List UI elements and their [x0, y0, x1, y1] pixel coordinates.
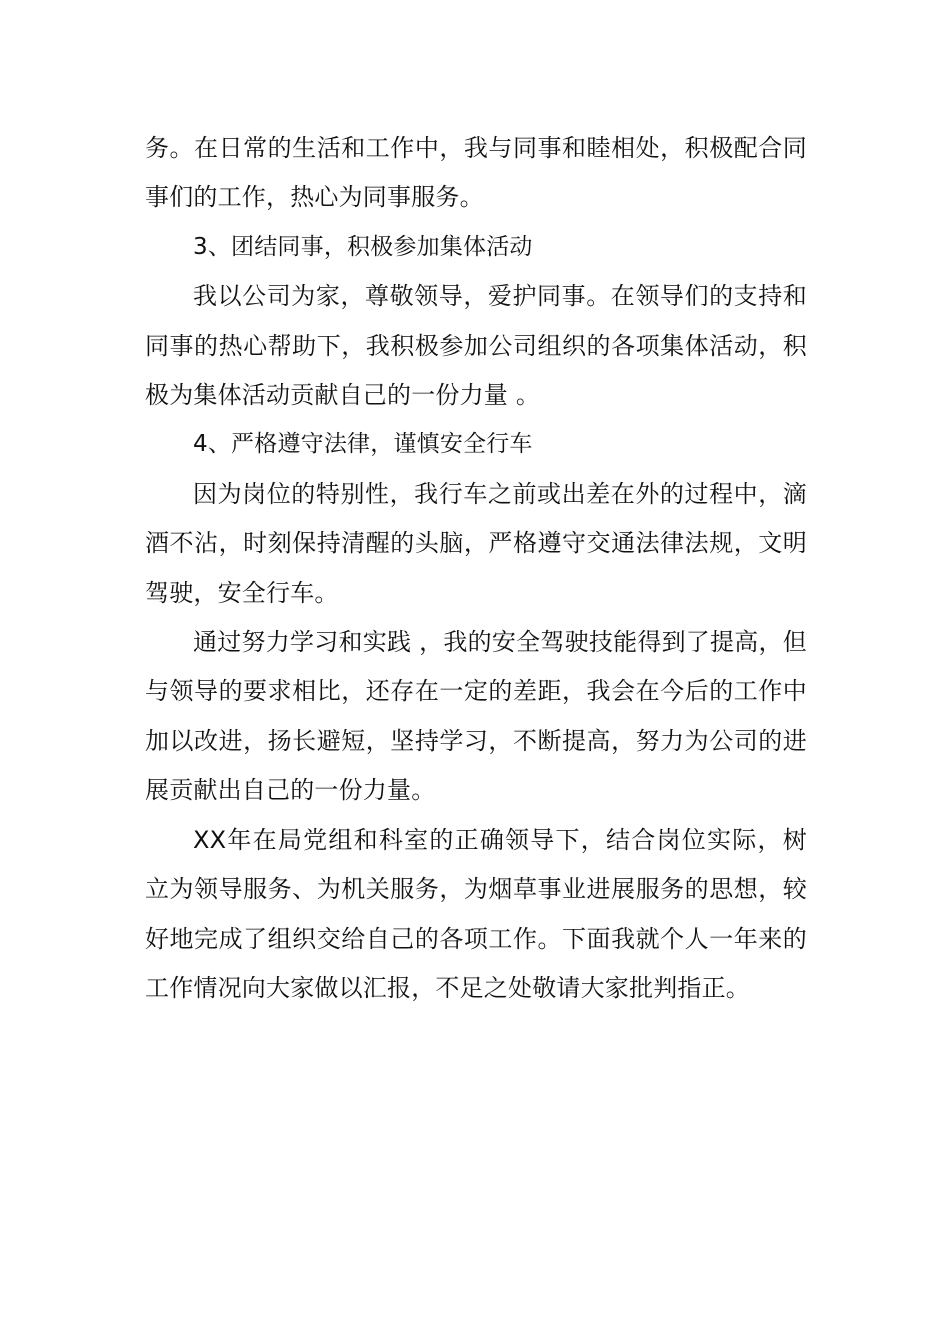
section-heading-4: 4、严格遵守法律，谨慎安全行车 [193, 431, 533, 458]
paragraph-safe-driving: 因为岗位的特别性，我行车之前或出差在外的过程中，滴酒不沾，时刻保持清醒的头脑，严格遵守交通法律法规，文明驾驶，安全行车。 [145, 479, 807, 607]
paragraph-annual-report: XX年在局党组和科室的正确领导下，结合岗位实际，树立为领导服务、为机关服务，为烟草事业进展服务的思想，较好地完成了组织交给自己的各项工作。下面我就个人一年来的工作情况向大家做以汇报，不足之处敬请大家批判指正。 [145, 825, 807, 1002]
paragraph-improvement: 通过努力学习和实践 ，我的安全驾驶技能得到了提高，但与领导的要求相比，还存在一定的差距，我会在今后的工作中加以改进，扬长避短，坚持学习，不断提高，努力为公司的进展贡献出自己的一份力量。 [145, 628, 807, 805]
document-body [145, 124, 807, 1013]
paragraph-unity: 我以公司为家，尊敬领导，爱护同事。在领导们的支持和同事的热心帮助下，我积极参加公司组织的各项集体活动，积极为集体活动贡献自己的一份力量 。 [145, 282, 807, 410]
section-heading-3: 3、团结同事，积极参加集体活动 [193, 233, 533, 260]
paragraph-continuation: 务。在日常的生活和工作中，我与同事和睦相处，积极配合同事们的工作，热心为同事服务。 [145, 134, 807, 212]
